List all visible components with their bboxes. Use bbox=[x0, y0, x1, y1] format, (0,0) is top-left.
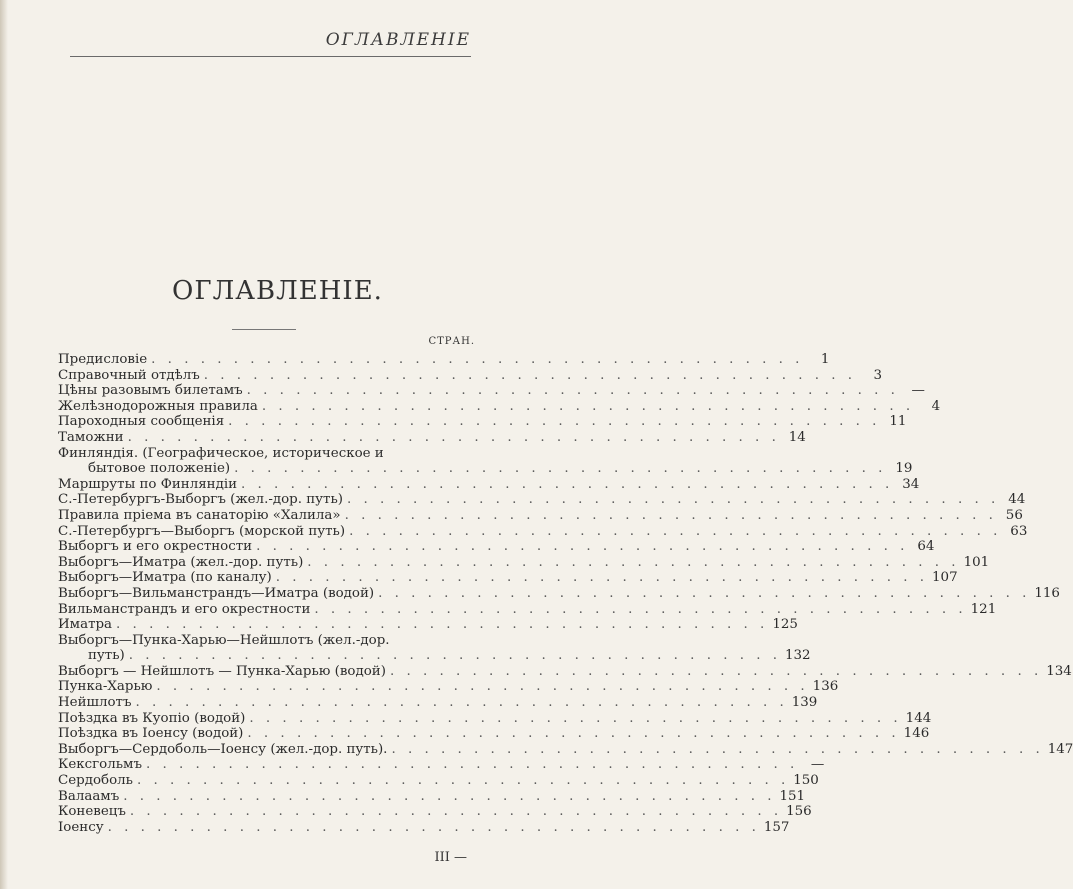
leader-dots: . . . . . . . . . . . . . . . . . . . . . . . . . . . . . . . . . . . . . . . . bbox=[136, 773, 790, 789]
leader-dots: . . . . . . . . . . . . . . . . . . . . . . . . . . . . . . . . . . . . . . . . bbox=[247, 726, 900, 742]
toc-entry-page: 116 bbox=[1034, 585, 1060, 601]
toc-entry-title: Вильманстрандъ и его окрестности bbox=[58, 601, 311, 617]
toc-entry bbox=[58, 773, 819, 789]
toc-entry-title: Выборгъ—Пунка-Харью—Нейшлотъ (жел.-дор. bbox=[58, 632, 390, 648]
toc-entry bbox=[58, 429, 806, 446]
leader-dots: . . . . . . . . . . . . . . . . . . . . . . . . . . . . . . . . . . . . . . . . bbox=[275, 570, 929, 586]
toc-entry-page: 34 bbox=[902, 476, 920, 492]
toc-entry-page: 107 bbox=[932, 570, 958, 586]
toc-entry bbox=[58, 695, 818, 711]
leader-dots: . . . . . . . . . . . . . . . . . . . . . . . . . . . . . . . . . . . . . . . . bbox=[349, 523, 1002, 539]
toc-entry-title-cont: путь) bbox=[88, 648, 125, 664]
page-column-label: СТРАН. bbox=[428, 336, 475, 347]
toc-entry-page: 132 bbox=[785, 648, 811, 664]
toc-entry-title: Маршруты по Финляндіи bbox=[58, 476, 238, 492]
toc-entry-title: Поѣздка въ Іоенсу (водой) bbox=[58, 726, 244, 742]
toc-entry-page: 139 bbox=[791, 695, 818, 711]
toc-entry-title: Коневецъ bbox=[58, 804, 126, 820]
toc-entry-title: Выборгъ—Вильманстрандъ—Иматра (водой) bbox=[58, 585, 375, 601]
toc-entry-page: 14 bbox=[788, 429, 806, 445]
toc-entry-page: 101 bbox=[963, 554, 990, 570]
toc-entry-page: 157 bbox=[763, 819, 790, 835]
table-of-contents bbox=[58, 352, 1073, 835]
toc-entry bbox=[58, 663, 1072, 680]
toc-entry bbox=[58, 476, 920, 493]
leader-dots: . . . . . . . . . . . . . . . . . . . . . . . . . . . . . . . . . . . . . . . . bbox=[344, 507, 997, 523]
toc-entry-title: Поѣздка въ Куопіо (водой) bbox=[58, 710, 246, 726]
toc-entry bbox=[58, 446, 475, 462]
toc-entry-title: Валаамъ bbox=[58, 788, 120, 804]
leader-dots: . . . . . . . . . . . . . . . . . . . . . . . . . . . . . . . . . . . . . . . . bbox=[307, 554, 960, 570]
toc-entry bbox=[58, 601, 997, 618]
toc-entry-title: Выборгъ—Иматра (жел.-дор. путь) bbox=[58, 554, 304, 570]
toc-entry-title: Справочный отдѣлъ bbox=[58, 367, 200, 383]
toc-entry-title: Таможни bbox=[58, 429, 124, 445]
toc-entry-page: 136 bbox=[812, 679, 839, 695]
leader-dots: . . . . . . . . . . . . . . . . . . . . . . . . . . . . . . . . . . . . . . . . bbox=[261, 398, 915, 414]
toc-entry-page: 144 bbox=[905, 710, 932, 726]
leader-dots: . . . . . . . . . . . . . . . . . . . . . . . . . . . . . . . . . . . . . . . . bbox=[127, 429, 780, 445]
toc-entry-continuation bbox=[58, 648, 811, 664]
toc-entry bbox=[58, 741, 1073, 758]
toc-entry-page: — bbox=[810, 757, 825, 773]
toc-entry-title: Кексгольмъ bbox=[58, 757, 142, 773]
toc-entry-page: 125 bbox=[772, 617, 798, 633]
toc-entry-page: 4 bbox=[931, 398, 941, 414]
toc-entry bbox=[58, 804, 812, 820]
leader-dots: . . . . . . . . . . . . . . . . . . . . . . . . . . . . . . . . . . . . . . . . bbox=[135, 695, 788, 711]
toc-entry bbox=[58, 554, 990, 571]
toc-entry bbox=[58, 492, 1026, 508]
toc-entry bbox=[58, 757, 825, 773]
leader-dots: . . . . . . . . . . . . . . . . . . . . . . . . . . . . . . . . . . . . . . . . bbox=[389, 663, 1043, 679]
toc-entry bbox=[58, 617, 798, 633]
leader-dots: . . . . . . . . . . . . . . . . . . . . . . . . . . . . . . . . . . . . . . . . bbox=[249, 710, 902, 726]
toc-entry-page: 147 bbox=[1047, 741, 1073, 757]
leader-dots: . . . . . . . . . . . . . . . . . . . . . . . . . . . . . . . . . . . . . . . . bbox=[128, 648, 781, 664]
toc-entry bbox=[58, 726, 930, 742]
toc-entry-title: Іоенсу bbox=[58, 819, 104, 835]
leader-dots: . . . . . . . . . . . . . . . . . . . . . . . . . . . . . . . . . . . . . . . . bbox=[123, 788, 776, 804]
toc-entry-page: 44 bbox=[1008, 492, 1026, 508]
toc-entry-continuation bbox=[58, 461, 913, 477]
toc-entry-page: 121 bbox=[970, 601, 997, 617]
leader-dots: . . . . . . . . . . . . . . . . . . . . . . . . . . . . . . . . . . . . . . . . bbox=[145, 757, 799, 773]
toc-entry-page: 11 bbox=[889, 414, 907, 430]
toc-entry-page: 1 bbox=[820, 352, 830, 367]
toc-entry bbox=[58, 507, 1023, 524]
leader-dots: . . . . . . . . . . . . . . . . . . . . . . . . . . . . . . . . . . . . . . . . bbox=[246, 383, 899, 399]
toc-entry-page: 63 bbox=[1010, 523, 1028, 539]
toc-entry-title: Пароходныя сообщенія bbox=[58, 414, 225, 430]
toc-entry-title: Выборгъ—Иматра (по каналу) bbox=[58, 570, 272, 586]
toc-entry bbox=[58, 585, 1060, 602]
leader-dots: . . . . . . . . . . . . . . . . . . . . . . . . . . . . . . . . . . . . . . . . bbox=[256, 539, 909, 555]
toc-entry-title: Выборгъ и его окрестности bbox=[58, 539, 253, 555]
toc-entry bbox=[58, 383, 925, 399]
toc-entry-page: 146 bbox=[903, 726, 930, 742]
toc-entry-title: Нейшлотъ bbox=[58, 695, 132, 711]
toc-entry bbox=[58, 679, 839, 695]
toc-entry-page: 3 bbox=[873, 367, 883, 383]
running-head: ОГЛАВЛЕНІЕ bbox=[325, 30, 471, 50]
toc-entry-page: 151 bbox=[779, 788, 806, 804]
toc-entry bbox=[58, 523, 1028, 540]
page-edge bbox=[0, 0, 8, 889]
toc-entry bbox=[58, 414, 907, 430]
toc-entry-title: Финляндія. (Географическое, историческое и bbox=[58, 445, 384, 461]
toc-entry-page: 134 bbox=[1046, 663, 1072, 679]
leader-dots: . . . . . . . . . . . . . . . . . . . . . . . . . . . . . . . . . . . . . . . . bbox=[107, 819, 760, 835]
toc-entry bbox=[58, 710, 932, 727]
toc-entry-title: Желѣзнодорожныя правила bbox=[58, 398, 258, 414]
header-rule bbox=[70, 56, 471, 57]
toc-entry-title: Сердоболь bbox=[58, 773, 133, 789]
toc-entry-page: 150 bbox=[793, 773, 819, 789]
toc-entry-title: Пунка-Харью bbox=[58, 679, 153, 695]
toc-entry-title: Предисловіе bbox=[58, 352, 148, 367]
leader-dots: . . . . . . . . . . . . . . . . . . . . . . . . . . . . . . . . . . . . . . . . bbox=[228, 414, 881, 430]
leader-dots: . . . . . . . . . . . . . . . . . . . . . . . . . . . . . . . . . . . . . . . . bbox=[378, 585, 1031, 601]
toc-entry-title-cont: бытовое положеніе) bbox=[88, 461, 231, 477]
toc-entry bbox=[58, 633, 475, 649]
toc-entry-title: Иматра bbox=[58, 617, 113, 633]
toc-entry bbox=[58, 367, 883, 384]
toc-entry bbox=[58, 539, 935, 555]
toc-entry-page: 64 bbox=[917, 539, 935, 555]
leader-dots: . . . . . . . . . . . . . . . . . . . . . . . . . . . . . . . . . . . . . . . . bbox=[151, 352, 804, 367]
toc-entry bbox=[58, 570, 958, 586]
leader-dots: . . . . . . . . . . . . . . . . . . . . . . . . . . . . . . . . . . . . . . . . bbox=[314, 601, 967, 617]
footer-page-number: III — bbox=[434, 850, 467, 865]
leader-dots: . . . . . . . . . . . . . . . . . . . . . . . . . . . . . . . . . . . . . . . . bbox=[203, 367, 857, 383]
toc-entry-title: С.-Петербургъ—Выборгъ (морской путь) bbox=[58, 523, 346, 539]
toc-entry bbox=[58, 398, 941, 415]
toc-entry-page: 56 bbox=[1005, 507, 1023, 523]
leader-dots: . . . . . . . . . . . . . . . . . . . . . . . . . . . . . . . . . . . . . . . . bbox=[241, 476, 894, 492]
toc-entry-title: Правила пріема въ санаторію «Халила» bbox=[58, 507, 341, 523]
toc-entry-title: С.-Петербургъ-Выборгъ (жел.-дор. путь) bbox=[58, 492, 343, 508]
toc-entry bbox=[58, 819, 790, 836]
page-title: ОГЛАВЛЕНІЕ. bbox=[172, 276, 383, 306]
toc-entry bbox=[58, 352, 830, 368]
leader-dots: . . . . . . . . . . . . . . . . . . . . . . . . . . . . . . . . . . . . . . . . bbox=[391, 741, 1044, 757]
toc-entry-page: 19 bbox=[895, 461, 913, 477]
leader-dots: . . . . . . . . . . . . . . . . . . . . . . . . . . . . . . . . . . . . . . . . bbox=[116, 617, 769, 633]
toc-entry-title: Выборгъ — Нейшлотъ — Пунка-Харью (водой) bbox=[58, 663, 386, 679]
toc-entry bbox=[58, 788, 806, 805]
leader-dots: . . . . . . . . . . . . . . . . . . . . . . . . . . . . . . . . . . . . . . . . bbox=[156, 679, 809, 695]
toc-entry-page: — bbox=[911, 383, 925, 399]
title-rule bbox=[232, 329, 296, 330]
toc-entry-title: Выборгъ—Сердоболь—Іоенсу (жел.-дор. путь). bbox=[58, 741, 388, 757]
leader-dots: . . . . . . . . . . . . . . . . . . . . . . . . . . . . . . . . . . . . . . . . bbox=[346, 492, 1000, 508]
toc-entry-title: Цѣны разовымъ билетамъ bbox=[58, 383, 243, 399]
toc-entry-page: 156 bbox=[786, 804, 812, 820]
leader-dots: . . . . . . . . . . . . . . . . . . . . . . . . . . . . . . . . . . . . . . . . bbox=[129, 804, 783, 820]
leader-dots: . . . . . . . . . . . . . . . . . . . . . . . . . . . . . . . . . . . . . . . . bbox=[234, 461, 887, 477]
